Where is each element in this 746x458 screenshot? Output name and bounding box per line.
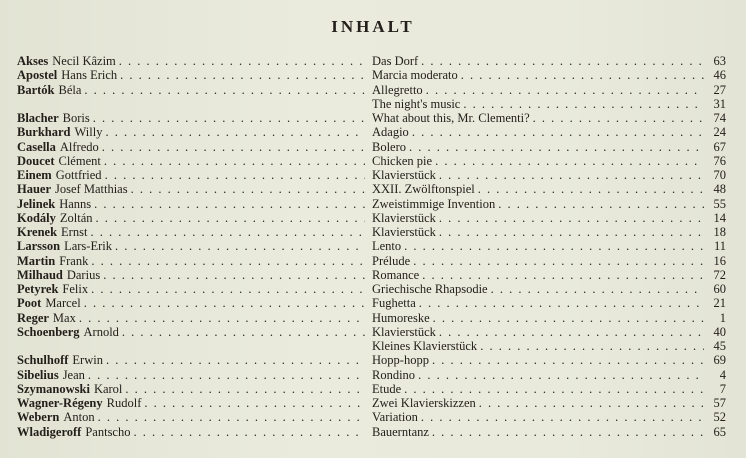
page-number: 63	[713, 54, 726, 68]
work-title: Klavierstück	[372, 225, 436, 239]
composer-entry	[17, 410, 365, 424]
dot-leader	[96, 211, 365, 225]
work-title: XXII. Zwölftonspiel	[372, 182, 475, 197]
page-title: INHALT	[331, 17, 415, 36]
composer-surname: Apostel	[17, 68, 58, 83]
page-number: 27	[713, 82, 726, 97]
page-number: 48	[713, 182, 726, 197]
dot-leader	[432, 425, 704, 439]
composer-surname: Burkhard	[17, 125, 71, 140]
composer-given-name: Gottfried	[55, 168, 102, 182]
list-item	[0, 325, 746, 339]
dot-leader	[105, 125, 365, 139]
composer-given-name: Béla	[58, 82, 82, 97]
dot-leader	[144, 396, 365, 410]
work-entry	[372, 182, 726, 196]
composer-surname: Krenek	[17, 225, 58, 239]
composer-given-name: Alfredo	[59, 139, 99, 154]
list-item	[0, 154, 746, 168]
composer-surname: Milhaud	[17, 267, 63, 282]
composer-entry	[17, 254, 365, 268]
composer-surname: Szymanowski	[17, 381, 90, 396]
work-entry	[372, 83, 726, 97]
dot-leader	[409, 140, 704, 154]
composer-surname: Einem	[17, 168, 52, 182]
work-title: Variation	[372, 410, 418, 425]
composer-given-name: Lars-Erik	[64, 239, 112, 254]
work-title: What about this, Mr. Clementi?	[372, 111, 530, 125]
work-entry	[372, 140, 726, 154]
dot-leader	[79, 311, 365, 325]
list-item	[0, 353, 746, 367]
page-number: 74	[713, 111, 726, 125]
composer-surname: Petyrek	[17, 282, 59, 296]
composer-given-name: Ernst	[61, 225, 88, 239]
page-number: 40	[713, 324, 726, 339]
page-number: 67	[713, 139, 726, 154]
work-entry	[372, 154, 726, 168]
dot-leader	[91, 282, 365, 296]
composer-entry	[17, 353, 365, 367]
dot-leader	[103, 268, 365, 282]
work-entry	[372, 282, 726, 296]
composer-entry	[17, 225, 365, 239]
composer-entry	[17, 168, 365, 182]
page-number: 65	[713, 424, 726, 439]
list-item	[0, 239, 746, 253]
list-item	[0, 382, 746, 396]
dot-leader	[412, 125, 704, 139]
work-title: Fughetta	[372, 296, 416, 311]
dot-leader	[422, 268, 704, 282]
dot-leader	[84, 296, 365, 310]
dot-leader	[404, 382, 704, 396]
work-entry	[372, 111, 726, 125]
work-entry	[372, 97, 726, 111]
composer-entry	[17, 239, 365, 253]
composer-surname: Blacher	[17, 111, 59, 125]
composer-entry	[17, 368, 365, 382]
dot-leader	[102, 140, 365, 154]
composer-entry	[17, 382, 365, 396]
work-title: Griechische Rhapsodie	[372, 282, 488, 296]
list-item	[0, 54, 746, 68]
composer-surname: Poot	[17, 296, 42, 311]
dot-leader	[104, 154, 365, 168]
composer-given-name: Erwin	[72, 353, 103, 368]
dot-leader	[115, 239, 365, 253]
work-entry	[372, 211, 726, 225]
list-item	[0, 254, 746, 268]
work-entry	[372, 239, 726, 253]
composer-given-name: Jean	[62, 367, 85, 382]
list-item	[0, 282, 746, 296]
work-entry	[372, 125, 726, 139]
dot-leader	[84, 83, 365, 97]
dot-leader	[106, 353, 365, 367]
dot-leader	[439, 168, 704, 182]
work-title: The night's music	[372, 96, 461, 111]
dot-leader	[433, 311, 704, 325]
work-title: Bauerntanz	[372, 424, 429, 439]
page-number: 60	[713, 282, 726, 296]
page-number: 14	[713, 210, 726, 225]
composer-given-name: Josef Matthias	[55, 182, 128, 197]
dot-leader	[421, 410, 704, 424]
list-item	[0, 83, 746, 97]
composer-surname: Bartók	[17, 82, 55, 97]
work-entry	[372, 296, 726, 310]
composer-entry	[17, 111, 365, 125]
dot-leader	[439, 325, 704, 339]
list-item	[0, 396, 746, 410]
work-title: Humoreske	[372, 310, 430, 325]
list-item	[0, 425, 746, 439]
dot-leader	[119, 54, 365, 68]
dot-leader	[480, 339, 704, 353]
composer-entry	[17, 68, 365, 82]
page-number: 72	[713, 267, 726, 282]
dot-leader	[120, 68, 365, 82]
composer-given-name: Rudolf	[106, 396, 142, 410]
list-item	[0, 168, 746, 182]
work-title: Das Dorf	[372, 54, 419, 68]
work-entry	[372, 311, 726, 325]
composer-surname: Jelinek	[17, 196, 56, 211]
dot-leader	[463, 97, 704, 111]
composer-given-name: Frank	[59, 253, 89, 268]
composer-given-name: Boris	[62, 111, 90, 125]
work-entry	[372, 353, 726, 367]
work-title: Adagio	[372, 125, 409, 140]
page-number: 31	[713, 96, 726, 111]
dot-leader	[421, 54, 704, 68]
dot-leader	[498, 197, 704, 211]
composer-entry	[17, 282, 365, 296]
list-item	[0, 211, 746, 225]
list-item	[0, 368, 746, 382]
work-entry	[372, 396, 726, 410]
page-number: 52	[713, 410, 726, 425]
work-entry	[372, 225, 726, 239]
composer-surname: Schoenberg	[17, 324, 80, 339]
dot-leader	[418, 368, 704, 382]
composer-surname: Larsson	[17, 239, 61, 254]
composer-surname: Akses	[17, 54, 49, 68]
work-title: Etude	[372, 381, 402, 396]
page-number: 21	[713, 296, 726, 311]
composer-surname: Doucet	[17, 153, 55, 168]
dot-leader	[533, 111, 704, 125]
composer-given-name: Anton	[63, 410, 95, 425]
work-title: Prélude	[372, 253, 411, 268]
composer-entry	[17, 396, 365, 410]
composer-entry	[17, 296, 365, 310]
dot-leader	[404, 239, 704, 253]
list-item	[0, 197, 746, 211]
work-title: Marcia moderato	[372, 68, 458, 83]
work-title: Klavierstück	[372, 324, 436, 339]
page-number: 70	[713, 168, 726, 182]
composer-given-name: Zoltán	[59, 210, 93, 225]
list-item	[0, 97, 746, 111]
composer-surname: Martin	[17, 253, 56, 268]
work-title: Zwei Klavierskizzen	[372, 396, 476, 410]
dot-leader	[435, 154, 704, 168]
composer-entry	[17, 154, 365, 168]
work-entry	[372, 368, 726, 382]
composer-given-name: Willy	[74, 125, 103, 140]
composer-entry	[17, 125, 365, 139]
list-item	[0, 111, 746, 125]
composer-given-name: Hanns	[59, 196, 92, 211]
dot-leader	[105, 168, 365, 182]
dot-leader	[491, 282, 704, 296]
composer-given-name: Arnold	[83, 324, 119, 339]
page-number: 11	[713, 239, 726, 254]
list-item	[0, 339, 746, 353]
dot-leader	[478, 182, 704, 196]
page-number: 16	[713, 253, 726, 268]
composer-entry	[17, 311, 365, 325]
dot-leader	[426, 83, 704, 97]
page-number: 55	[713, 196, 726, 211]
composer-entry	[17, 325, 365, 339]
dot-leader	[122, 325, 365, 339]
composer-entry	[17, 425, 365, 439]
work-title: Allegretto	[372, 82, 423, 97]
work-entry	[372, 410, 726, 424]
composer-surname: Wagner-Régeny	[17, 396, 103, 410]
dot-leader	[432, 353, 704, 367]
dot-leader	[125, 382, 365, 396]
page-number: 18	[713, 225, 726, 239]
list-item	[0, 140, 746, 154]
composer-surname: Reger	[17, 310, 49, 325]
work-entry	[372, 325, 726, 339]
composer-surname: Wladigeroff	[17, 424, 82, 439]
work-entry	[372, 339, 726, 353]
dot-leader	[90, 225, 365, 239]
composer-given-name: Clément	[58, 153, 101, 168]
dot-leader	[413, 254, 704, 268]
page-number: 69	[713, 353, 726, 368]
work-entry	[372, 168, 726, 182]
list-item	[0, 268, 746, 282]
composer-surname: Sibelius	[17, 367, 59, 382]
work-entry	[372, 382, 726, 396]
page-number: 1	[719, 310, 726, 325]
composer-given-name: Pantscho	[85, 424, 131, 439]
composer-given-name: Hans Erich	[61, 68, 118, 83]
page-number: 24	[713, 125, 726, 140]
composer-entry	[17, 140, 365, 154]
list-item	[0, 225, 746, 239]
dot-leader	[479, 396, 704, 410]
composer-entry	[17, 54, 365, 68]
page-number: 4	[719, 367, 726, 382]
work-title: Bolero	[372, 139, 407, 154]
work-title: Romance	[372, 267, 420, 282]
page-number: 76	[713, 153, 726, 168]
dot-leader	[133, 425, 365, 439]
composer-given-name: Karol	[93, 381, 123, 396]
work-title: Klavierstück	[372, 168, 436, 182]
list-item	[0, 410, 746, 424]
dot-leader	[419, 296, 704, 310]
list-item	[0, 296, 746, 310]
list-item	[0, 125, 746, 139]
dot-leader	[131, 182, 365, 196]
composer-entry	[17, 83, 365, 97]
composer-entry	[17, 268, 365, 282]
composer-surname: Kodály	[17, 210, 56, 225]
composer-surname: Schulhoff	[17, 353, 69, 368]
page-number: 45	[713, 339, 726, 353]
composer-given-name: Felix	[62, 282, 89, 296]
dot-leader	[94, 197, 365, 211]
page-number: 46	[713, 68, 726, 83]
list-item	[0, 311, 746, 325]
dot-leader	[88, 368, 365, 382]
composer-surname: Casella	[17, 139, 56, 154]
work-title: Hopp-hopp	[372, 353, 429, 368]
work-entry	[372, 197, 726, 211]
work-title: Chicken pie	[372, 153, 433, 168]
page-number: 57	[713, 396, 726, 410]
work-entry	[372, 268, 726, 282]
composer-given-name: Max	[52, 310, 76, 325]
dot-leader	[93, 111, 365, 125]
composer-entry	[17, 197, 365, 211]
composer-given-name: Necil Kâzim	[52, 54, 116, 68]
composer-surname: Webern	[17, 410, 60, 425]
composer-entry	[17, 182, 365, 196]
dot-leader	[91, 254, 365, 268]
dot-leader	[439, 211, 704, 225]
work-entry	[372, 254, 726, 268]
page-number: 7	[719, 381, 726, 396]
list-item	[0, 182, 746, 196]
work-title: Kleines Klavierstück	[372, 339, 478, 353]
composer-surname: Hauer	[17, 182, 52, 197]
composer-entry	[17, 211, 365, 225]
work-title: Lento	[372, 239, 402, 254]
work-entry	[372, 54, 726, 68]
work-title: Zweistimmige Invention	[372, 196, 496, 211]
work-entry	[372, 425, 726, 439]
composer-given-name: Marcel	[45, 296, 81, 311]
work-title: Rondino	[372, 367, 416, 382]
work-entry	[372, 68, 726, 82]
dot-leader	[98, 410, 365, 424]
dot-leader	[461, 68, 704, 82]
list-item	[0, 68, 746, 82]
work-title: Klavierstück	[372, 210, 436, 225]
composer-given-name: Darius	[66, 267, 101, 282]
dot-leader	[439, 225, 704, 239]
